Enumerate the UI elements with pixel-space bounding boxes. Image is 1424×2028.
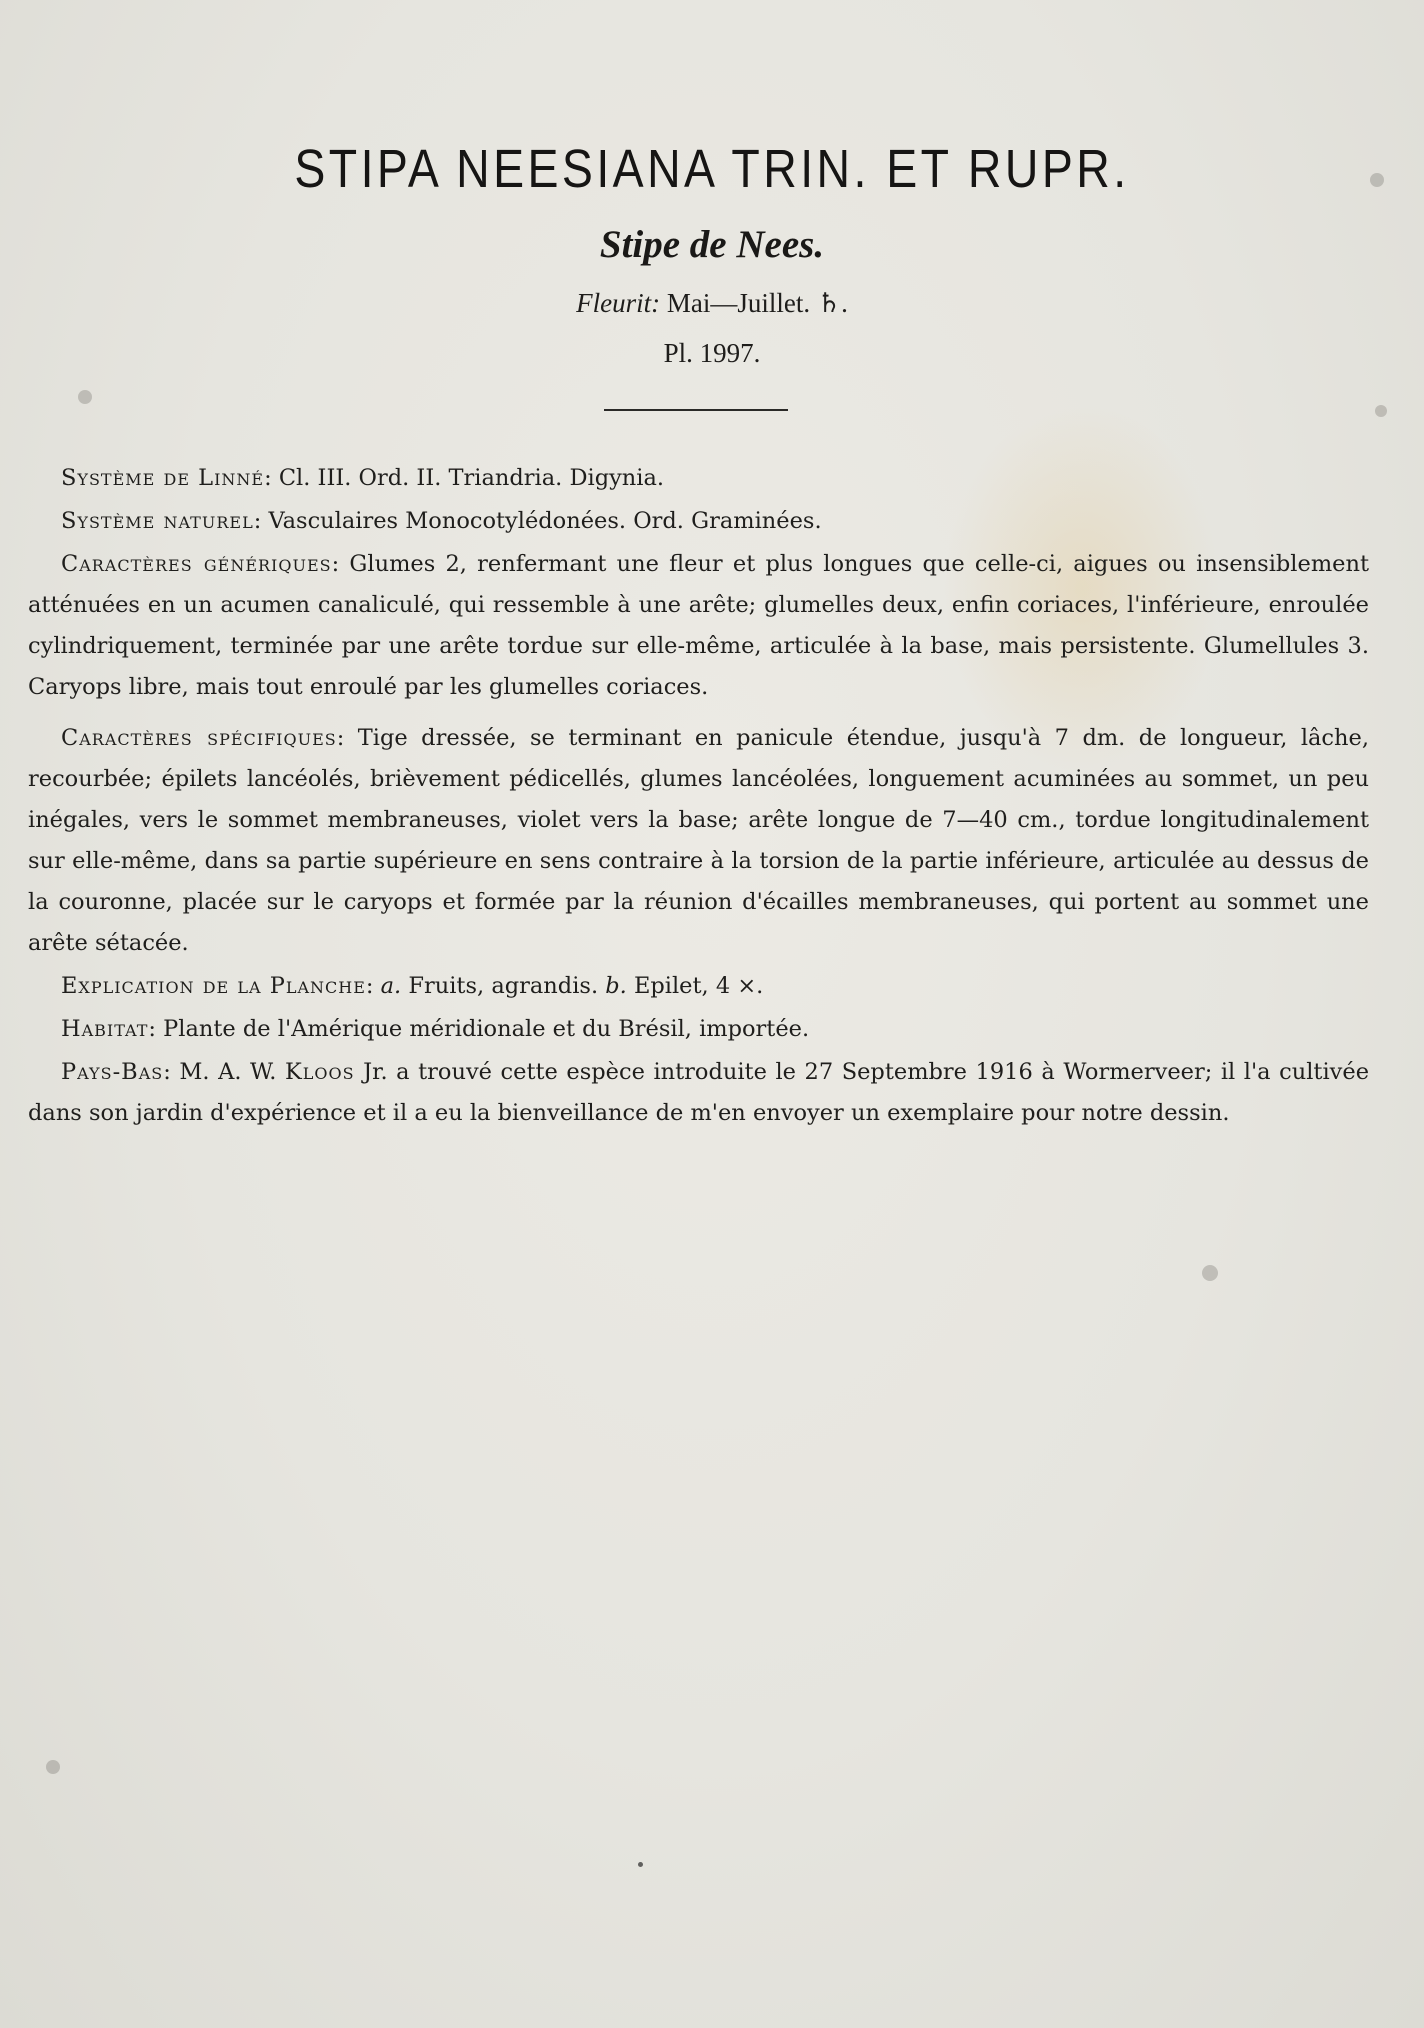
section-label: Système de Linné <box>61 465 265 491</box>
section-label: Explication de la Planche <box>61 973 366 999</box>
flowering-label: Fleurit: <box>576 288 661 318</box>
common-name: Stipe de Nees. <box>599 223 825 266</box>
figure-letter-a: a. <box>380 973 402 999</box>
section-label: Pays-Bas <box>61 1059 164 1085</box>
paper-spot <box>1375 405 1387 417</box>
section-text: Glumes 2, renfermant une fleur et plus longues que celle-ci, aigues ou insensiblement atténuées en un acumen canaliculé, qui ressemble à une arête; glumelles deux, enfin coriaces, l'inférieure, enroulée cylindriquement, terminée par une arête tordue sur elle-même, articulée à la base, mais persistente. Glumellules 3. Caryops libre, mais tout enroulé par les glumelles coriaces. <box>28 551 1370 700</box>
section-label: Système naturel <box>61 508 254 534</box>
section-generiques: Caractères génériques: Glumes 2, renfermant une fleur et plus longues que celle-ci, aigues ou insensiblement atténuées en un acumen canaliculé, qui ressemble à une arête; glumelles deux, enfin coriaces, l'inférieure, enroulée cylindriquement, terminée par une arête tordue sur elle-même, articulée à la base, mais persistente. Glumellules 3. Caryops libre, mais tout enroulé par les glumelles coriaces. <box>28 551 1370 700</box>
paper-spot <box>46 1760 60 1774</box>
section-linne: Système de Linné: Cl. III. Ord. II. Triandria. Digynia. <box>61 465 665 491</box>
divider-rule <box>604 409 788 411</box>
section-text: Cl. III. Ord. II. Triandria. Digynia. <box>278 465 665 491</box>
section-text: Tige dressée, se terminant en panicule étendue, jusqu'à 7 dm. de longueur, lâche, recourbée; épilets lancéolés, brièvement pédicellés, glumes lancéolées, longuement acuminées au sommet, un peu inégales, vers le sommet membraneuses, violet vers la base; arête longue de 7—40 cm., tordue longitudinalement sur elle-même, dans sa partie supérieure en sens contraire à la torsion de la partie inférieure, articulée au dessus de la couronne, placée sur le caryops et formée par la réunion d'écailles membraneuses, qui portent au sommet une arête sétacée. <box>28 725 1369 956</box>
section-text: Vasculaires Monocotylédonées. Ord. Graminées. <box>268 508 822 534</box>
description-body <box>28 458 1369 1136</box>
section-paysbas: Pays-Bas: M. A. W. Kloos Jr. a trouvé cette espèce introduite le 27 Septembre 1916 à Wormerveer; il l'a cultivée dans son jardin d'expérience et il a eu la bienveillance de m'en envoyer un exemplaire pour notre dessin. <box>28 1059 1370 1126</box>
plate-number: Pl. 1997. <box>663 338 761 368</box>
section-label: Caractères génériques <box>61 551 332 577</box>
flowering-period <box>0 288 1424 319</box>
section-habitat: Habitat: Plante de l'Amérique méridionale et du Brésil, importée. <box>61 1016 810 1042</box>
paper-spot <box>638 1862 643 1867</box>
paper-spot <box>1370 173 1384 187</box>
section-text: Plante de l'Amérique méridionale et du Brésil, importée. <box>163 1016 810 1042</box>
collector-name: Kloos <box>284 1059 355 1085</box>
flowering-value: Mai—Juillet. ♄. <box>660 288 848 318</box>
paper-spot <box>78 390 92 404</box>
paper-spot <box>1202 1265 1218 1281</box>
section-label: Habitat <box>61 1016 149 1042</box>
section-planche: Explication de la Planche: a. Fruits, agrandis. b. Epilet, 4 ×. <box>61 973 764 999</box>
figure-letter-b: b. <box>605 973 627 999</box>
figure-caption-a: Fruits, agrandis. <box>401 973 606 999</box>
section-naturel: Système naturel: Vasculaires Monocotylédonées. Ord. Graminées. <box>61 508 822 534</box>
section-label: Caractères spécifiques <box>61 725 337 751</box>
section-specifiques: Caractères spécifiques: Tige dressée, se terminant en panicule étendue, jusqu'à 7 dm. de longueur, lâche, recourbée; épilets lancéolés, brièvement pédicellés, glumes lancéolées, longuement acuminées au sommet, un peu inégales, vers le sommet membraneuses, violet vers la base; arête longue de 7—40 cm., tordue longitudinalement sur elle-même, dans sa partie supérieure en sens contraire à la torsion de la partie inférieure, articulée au dessus de la couronne, placée sur le caryops et formée par la réunion d'écailles membraneuses, qui portent au sommet une arête sétacée. <box>28 725 1369 956</box>
section-text: Jr. a trouvé cette espèce introduite le 27 Septembre 1916 à Wormerveer; il l'a cultivée dans son jardin d'expérience et il a eu la bienveillance de m'en envoyer un exemplaire pour notre dessin. <box>28 1059 1370 1126</box>
page-title: STIPA NEESIANA TRIN. ET RUPR. <box>294 139 1130 199</box>
figure-caption-b: Epilet, 4 ×. <box>626 973 764 999</box>
